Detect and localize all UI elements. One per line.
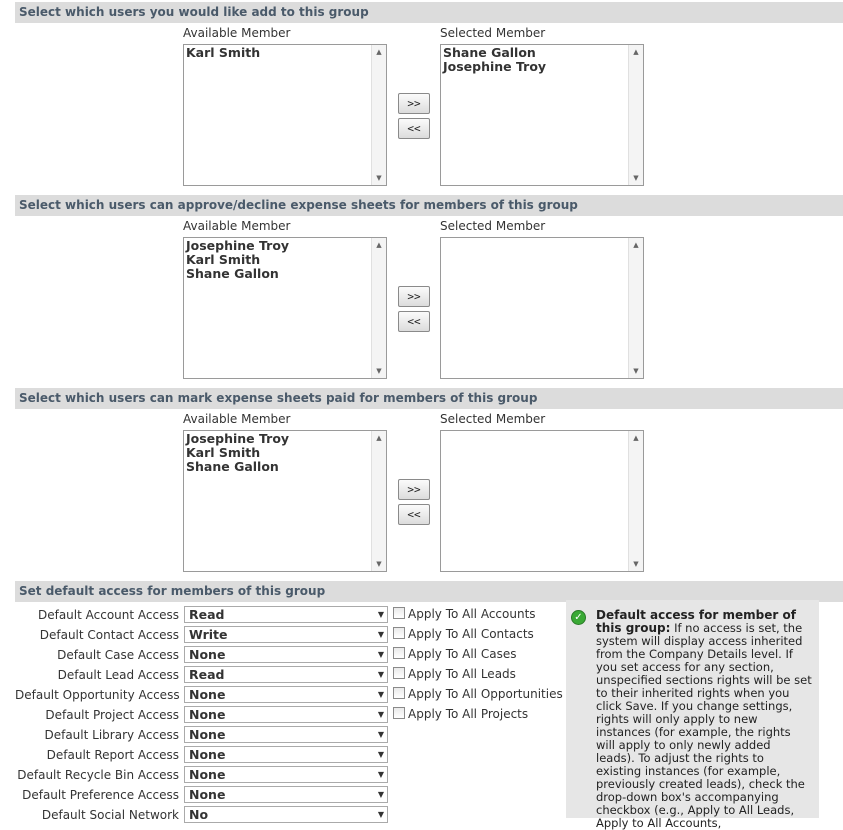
check-circle-icon: ✓ [571, 610, 586, 625]
dropdown-arrow-icon: ▼ [377, 790, 384, 799]
list-item[interactable]: Shane Gallon [186, 266, 279, 281]
dropdown-arrow-icon: ▼ [377, 710, 384, 719]
apply-to-all-row[interactable] [393, 607, 536, 623]
access-row-label: Default Lead Access [57, 668, 179, 682]
access-select[interactable] [184, 606, 388, 623]
dropdown-arrow-icon: ▼ [377, 810, 384, 819]
scrollbar[interactable] [628, 45, 643, 185]
dropdown-arrow-icon: ▼ [377, 750, 384, 759]
list-item[interactable]: Karl Smith [186, 252, 261, 267]
scroll-down-arrow-icon[interactable]: ▼ [376, 174, 382, 182]
access-select-value: None [189, 707, 226, 722]
info-title: Default access for member of this group: [596, 608, 796, 635]
scroll-up-arrow-icon[interactable]: ▲ [633, 48, 639, 56]
access-section-header: Set default access for members of this group [15, 581, 843, 602]
access-select[interactable] [184, 726, 388, 743]
list-items [443, 46, 627, 74]
dropdown-arrow-icon: ▼ [377, 770, 384, 779]
scroll-up-arrow-icon[interactable]: ▲ [633, 241, 639, 249]
remove-member-button[interactable]: << [398, 504, 430, 525]
available-member-list[interactable] [183, 44, 387, 186]
apply-to-all-checkbox[interactable] [393, 607, 405, 619]
scrollbar[interactable] [628, 431, 643, 571]
apply-to-all-checkbox[interactable] [393, 667, 405, 679]
access-select-value: None [189, 787, 226, 802]
scroll-down-arrow-icon[interactable]: ▼ [376, 560, 382, 568]
available-member-label: Available Member [183, 219, 291, 233]
access-select-value: None [189, 727, 226, 742]
apply-to-all-checkbox[interactable] [393, 627, 405, 639]
scroll-up-arrow-icon[interactable]: ▲ [376, 434, 382, 442]
section-header: Select which users can approve/decline expense sheets for members of this group [15, 195, 843, 216]
selected-member-label: Selected Member [440, 26, 546, 40]
access-select[interactable] [184, 706, 388, 723]
apply-to-all-row[interactable] [393, 627, 534, 643]
dropdown-arrow-icon: ▼ [377, 670, 384, 679]
access-row-label: Default Contact Access [39, 628, 179, 642]
access-select-value: Write [189, 627, 228, 642]
list-item[interactable]: Karl Smith [186, 445, 261, 460]
dropdown-arrow-icon: ▼ [377, 650, 384, 659]
apply-to-all-label[interactable]: Apply To All Contacts [408, 627, 534, 641]
access-select-value: None [189, 687, 226, 702]
scroll-down-arrow-icon[interactable]: ▼ [633, 367, 639, 375]
apply-to-all-row[interactable] [393, 687, 563, 703]
list-items [186, 46, 370, 60]
available-member-list[interactable] [183, 237, 387, 379]
selected-member-list[interactable] [440, 237, 644, 379]
access-row-label: Default Opportunity Access [15, 688, 180, 702]
remove-member-button[interactable]: << [398, 311, 430, 332]
list-item[interactable]: Shane Gallon [186, 459, 279, 474]
scrollbar[interactable] [371, 45, 386, 185]
scroll-up-arrow-icon[interactable]: ▲ [376, 48, 382, 56]
access-row-label: Default Social Network [41, 808, 179, 822]
access-select[interactable] [184, 746, 388, 763]
access-row-label: Default Account Access [37, 608, 179, 622]
access-select-value: Read [189, 667, 225, 682]
access-row-label: Default Project Access [45, 708, 179, 722]
info-text [596, 609, 812, 830]
access-row-label: Default Library Access [44, 728, 179, 742]
apply-to-all-row[interactable] [393, 647, 516, 663]
list-items [186, 239, 370, 281]
apply-to-all-label[interactable]: Apply To All Opportunities [408, 687, 563, 701]
list-item[interactable]: Karl Smith [186, 45, 261, 60]
scrollbar[interactable] [628, 238, 643, 378]
info-body: If no access is set, the system will display access inherited from the Company Details level. If you set access for any section, unspecified sections rights will be set to their inherited rights when you click Save. If you change settings, rights will only apply to new instances (for example, the rights will apply to only newly added leads). To adjust the rights to existing instances (for example, previously created leads), check the drop-down box's accompanying checkbox (e.g., Apply to All Leads, Apply to All Accounts, [596, 621, 812, 830]
access-row-label: Default Recycle Bin Access [17, 768, 179, 782]
apply-to-all-checkbox[interactable] [393, 647, 405, 659]
add-member-button[interactable]: >> [398, 479, 430, 500]
available-member-list[interactable] [183, 430, 387, 572]
access-row-label: Default Case Access [57, 648, 179, 662]
apply-to-all-row[interactable] [393, 707, 528, 723]
access-select-value: None [189, 647, 226, 662]
list-items [186, 432, 370, 474]
available-member-label: Available Member [183, 26, 291, 40]
list-item[interactable]: Josephine Troy [443, 59, 547, 74]
scrollbar[interactable] [371, 238, 386, 378]
dropdown-arrow-icon: ▼ [377, 610, 384, 619]
list-item[interactable]: Josephine Troy [186, 431, 290, 446]
access-select[interactable] [184, 786, 388, 803]
access-row-label: Default Preference Access [22, 788, 179, 802]
remove-member-button[interactable]: << [398, 118, 430, 139]
apply-to-all-label[interactable]: Apply To All Leads [408, 667, 516, 681]
access-select[interactable] [184, 646, 388, 663]
selected-member-label: Selected Member [440, 412, 546, 426]
selected-member-list[interactable] [440, 44, 644, 186]
access-select[interactable] [184, 766, 388, 783]
scrollbar[interactable] [371, 431, 386, 571]
scroll-up-arrow-icon[interactable]: ▲ [633, 434, 639, 442]
apply-to-all-label[interactable]: Apply To All Projects [408, 707, 529, 721]
dropdown-arrow-icon: ▼ [377, 690, 384, 699]
apply-to-all-checkbox[interactable] [393, 687, 405, 699]
list-item[interactable]: Shane Gallon [443, 45, 536, 60]
access-row-label: Default Report Access [46, 748, 179, 762]
access-select[interactable] [184, 806, 388, 823]
info-panel [566, 600, 819, 830]
apply-to-all-checkbox[interactable] [393, 707, 405, 719]
scroll-down-arrow-icon[interactable]: ▼ [376, 367, 382, 375]
add-member-button[interactable]: >> [398, 93, 430, 114]
list-item[interactable]: Josephine Troy [186, 238, 290, 253]
apply-to-all-row[interactable] [393, 667, 516, 683]
access-select-value: Read [189, 607, 225, 622]
access-select-value: None [189, 767, 226, 782]
scroll-up-arrow-icon[interactable]: ▲ [376, 241, 382, 249]
add-member-button[interactable]: >> [398, 286, 430, 307]
section-header: Select which users you would like add to this group [15, 2, 843, 23]
access-select[interactable] [184, 626, 388, 643]
scroll-down-arrow-icon[interactable]: ▼ [633, 174, 639, 182]
available-member-label: Available Member [183, 412, 291, 426]
selected-member-label: Selected Member [440, 219, 546, 233]
apply-to-all-label[interactable]: Apply To All Accounts [408, 607, 536, 621]
access-select[interactable] [184, 666, 388, 683]
dropdown-arrow-icon: ▼ [377, 730, 384, 739]
access-select-value: No [189, 807, 209, 822]
access-select-value: None [189, 747, 226, 762]
access-select[interactable] [184, 686, 388, 703]
selected-member-list[interactable] [440, 430, 644, 572]
scroll-down-arrow-icon[interactable]: ▼ [633, 560, 639, 568]
section-header: Select which users can mark expense sheets paid for members of this group [15, 388, 843, 409]
apply-to-all-label[interactable]: Apply To All Cases [408, 647, 517, 661]
dropdown-arrow-icon: ▼ [377, 630, 384, 639]
